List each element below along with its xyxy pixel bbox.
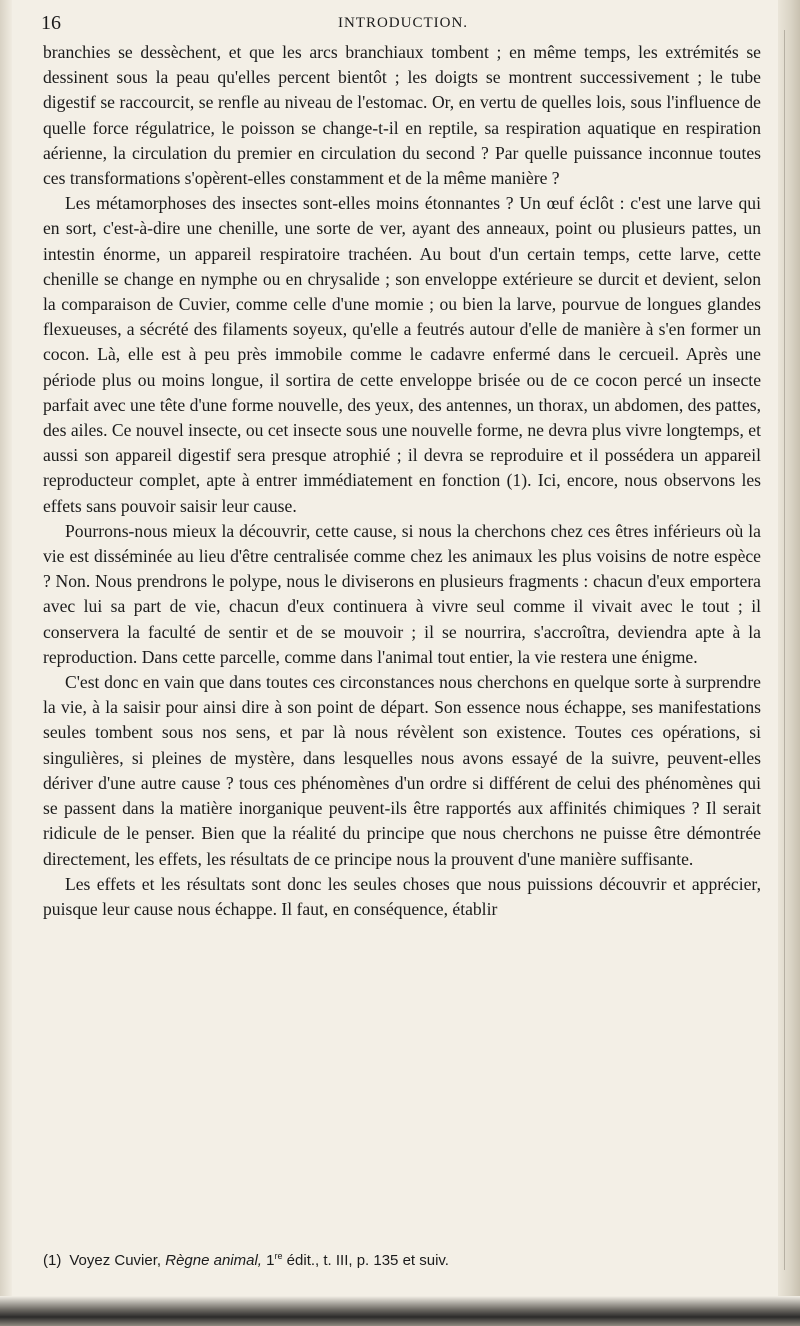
paragraph-5: Les effets et les résultats sont donc les seules choses que nous puissions découvrir et apprécier, puisque leur cause nous échappe. Il faut, en conséquence, établir <box>43 873 761 919</box>
footnote-marker: (1) <box>43 1252 62 1269</box>
page-right-edge <box>778 0 800 1326</box>
body-text <box>43 40 761 922</box>
footnote-edition-number: 1 <box>266 1252 275 1269</box>
footnote-text-before: Voyez Cuvier, <box>69 1252 162 1269</box>
page-header <box>38 10 768 36</box>
paragraph-2: Les métamorphoses des insectes sont-elles moins étonnantes ? Un œuf éclôt : c'est une larve qui en sort, c'est-à-dire une chenille, une sorte de ver, ayant des anneaux, point ou plusieurs pattes, un intestin énorme, un appareil respiratoire trachéen. Au bout d'un certain temps, cette larve, cette chenille se change en nymphe ou en chrysalide ; son enveloppe extérieure se durcit et devient, selon la comparaison de Cuvier, comme celle d'une momie ; ou bien la larve, pourvue de longues glandes flexueuses, a sécrété des filaments soyeux, qu'elle a feutrés autour d'elle de manière à s'en former un cocon. Là, elle est à peu près immobile comme le cadavre enfermé dans le cercueil. Après une période plus ou moins longue, il sortira de cette enveloppe brisée ou de ce cocon percé un insecte parfait avec une tête d'une forme nouvelle, des yeux, des antennes, un thorax, un abdomen, des pattes, des ailes. Ce nouvel insecte, ou cet insecte sous une nouvelle forme, ne devra plus vivre longtemps, et aussi son appareil digestif sera presque atrophié ; il devra se reproduire et il possédera un appareil reproducteur complet, apte à entrer immédiatement en fonction (1). Ici, encore, nous observons les effets sans pouvoir saisir leur cause. <box>43 193 761 516</box>
running-head: INTRODUCTION. <box>337 15 469 31</box>
footnote-edition-suffix: re <box>274 1251 283 1261</box>
footnote-text-after: édit., t. III, p. 135 et suiv. <box>286 1252 449 1269</box>
paragraph-3: Pourrons-nous mieux la découvrir, cette cause, si nous la cherchons chez ces êtres inférieurs où la vie est disséminée au lieu d'être centralisée comme chez les animaux les plus voisins de notre espèce ? Non. Nous prendrons le polype, nous le diviserons en plusieurs fragments : chacun d'eux emportera avec lui sa part de vie, chacun d'eux continuera à vivre seul comme il vivait avec le tout ; il conservera la faculté de sentir et de se mouvoir ; il se nourrira, s'accroîtra, deviendra apte à la reproduction. Dans cette parcelle, comme dans l'animal tout entier, la vie restera une énigme. <box>43 520 761 667</box>
scan-bottom-edge <box>0 1296 800 1326</box>
paragraph-1: branchies se dessèchent, et que les arcs branchiaux tombent ; en même temps, les extrémités se dessinent sous la peau qu'elles percent bientôt ; les doigts se montrent successivement ; le tube digestif se raccourcit, se renfle au niveau de l'estomac. Or, en vertu de quelles lois, sous l'influence de quelle force régulatrice, le poisson se change-t-il en reptile, sa respiration aquatique en respiration aérienne, la circulation du premier en circulation du second ? Par quelle puissance inconnue toutes ces transformations s'opèrent-elles constamment et de la même manière ? <box>43 42 761 189</box>
page-number: 16 <box>41 12 61 34</box>
paragraph-4: C'est donc en vain que dans toutes ces circonstances nous cherchons en quelque sorte à surprendre la vie, à la saisir pour ainsi dire à son point de départ. Son essence nous échappe, ses manifestations seules tombent sous nos sens, et par là nous révèlent son existence. Toutes ces opérations, si singulières, si pleines de mystère, dans lesquelles nous avons essayé de la suivre, peuvent-elles dériver d'une autre cause ? tous ces phénomènes d'un ordre si différent de celui des phénomènes qui se passent dans la matière inorganique peuvent-ils être rapportés aux affinités chimiques ? Il serait ridicule de le penser. Bien que la réalité du principe que nous cherchons ne puisse être démontrée directement, les effets, les résultats de ce principe nous la prouvent d'une manière suffisante. <box>43 672 761 869</box>
footnote <box>43 1246 761 1271</box>
footnote-work-title: Règne animal, <box>165 1252 262 1269</box>
page-left-edge <box>0 0 12 1326</box>
